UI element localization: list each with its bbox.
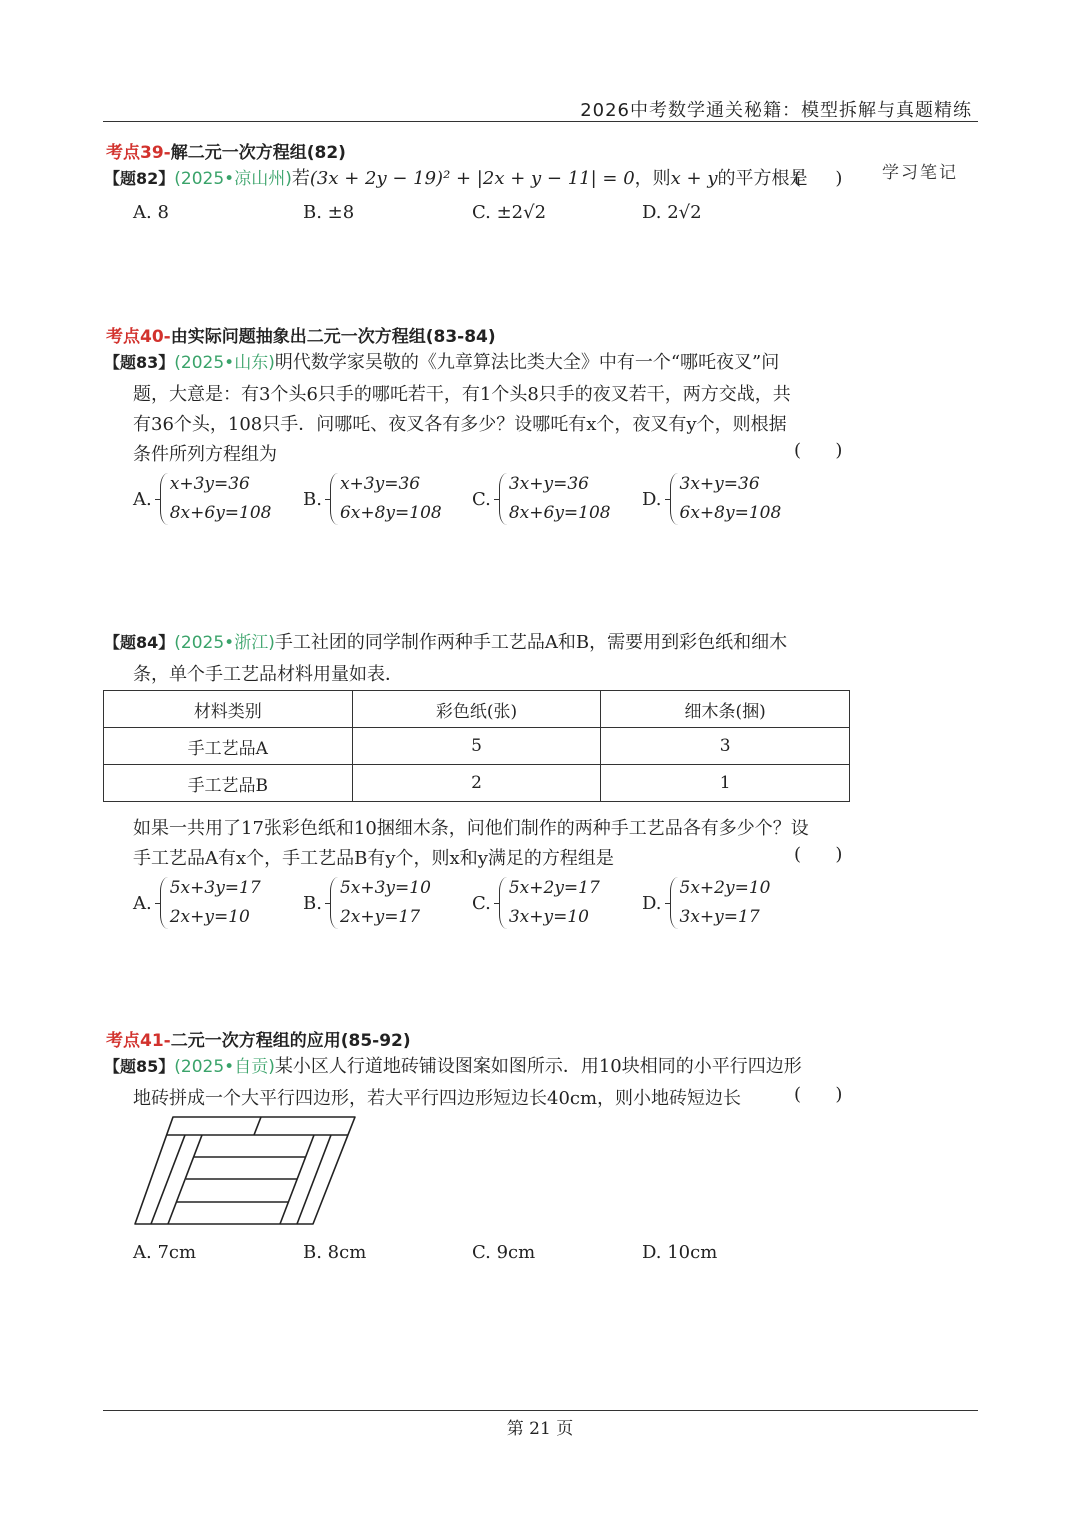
- equation-system: [158, 470, 272, 528]
- question-82-answer-paren: ( ): [794, 168, 843, 189]
- question-85-line-1: [104, 1052, 802, 1082]
- equation-1: 5x+2y=10: [679, 878, 771, 898]
- option-label: A.: [133, 488, 152, 510]
- equation-2: 8x+6y=108: [508, 503, 611, 523]
- equation-1: x+3y=36: [339, 474, 421, 494]
- question-84-text-1: 手工社团的同学制作两种手工艺品A和B，需要用到彩色纸和细木: [274, 632, 788, 653]
- table-cell: 2: [352, 765, 601, 802]
- question-83-option-a: [133, 470, 272, 528]
- section-40-tag: 考点40-: [106, 327, 171, 347]
- question-82-option-b: B. ±8: [303, 202, 355, 223]
- equation-system: [497, 874, 600, 932]
- option-label: D.: [642, 892, 662, 914]
- question-84-line-2: 条，单个手工艺品材料用量如表．: [133, 664, 403, 685]
- question-84-line-3: 如果一共用了17张彩色纸和10捆细木条，问他们制作的两种手工艺品各有多少个？设: [133, 818, 809, 839]
- question-84-tag: 【题84】: [104, 633, 175, 652]
- question-82-option-d: D. 2√2: [642, 202, 702, 223]
- option-label: B.: [303, 892, 322, 914]
- question-84-option-c: [472, 874, 600, 932]
- question-84-option-d: [642, 874, 770, 932]
- question-82-source: (2025•凉山州): [174, 169, 292, 189]
- equation-1: 5x+3y=10: [339, 878, 431, 898]
- question-83-line-4: 条件所列方程组为: [133, 444, 277, 465]
- question-85-line-2: 地砖拼成一个大平行四边形，若大平行四边形短边长40cm，则小地砖短边长: [133, 1088, 742, 1109]
- equation-1: 5x+3y=17: [169, 878, 261, 898]
- header-rule: [103, 121, 978, 122]
- materials-table: [103, 690, 850, 802]
- table-header-row: [104, 691, 850, 728]
- option-label: C.: [472, 892, 491, 914]
- table-cell: 手工艺品A: [104, 728, 353, 765]
- parallelogram-tile-figure: [128, 1112, 360, 1230]
- equation-system: [668, 470, 782, 528]
- table-header-cell: 彩色纸(张): [352, 691, 601, 728]
- question-82-text-a: 若: [291, 168, 310, 189]
- question-82-option-c: C. ±2√2: [472, 202, 547, 223]
- question-82-option-a: A. 8: [133, 202, 169, 223]
- header-title: 2026中考数学通关秘籍：模型拆解与真题精练: [580, 100, 972, 121]
- section-40-heading: [106, 322, 496, 347]
- question-83-option-b: [303, 470, 442, 528]
- equation-2: 3x+y=10: [508, 907, 589, 927]
- page-number: 第 21 页: [506, 1419, 574, 1439]
- section-41-title: 二元一次方程组的应用(85-92): [170, 1031, 411, 1051]
- question-84-source: (2025•浙江): [174, 633, 275, 653]
- tile-edge: [254, 1117, 261, 1135]
- question-84-line-1: [104, 628, 787, 658]
- equation-system: [497, 470, 611, 528]
- equation-2: 6x+8y=108: [679, 503, 782, 523]
- tile-edge: [151, 1135, 185, 1224]
- question-85-text-1: 某小区人行道地砖铺设图案如图所示．用10块相同的小平行四边形: [274, 1056, 802, 1077]
- question-82-expression: (3x + 2y − 19)² + |2x + y − 11| = 0: [309, 168, 635, 189]
- section-40-title: 由实际问题抽象出二元一次方程组(83-84): [170, 327, 496, 347]
- question-84-option-a: [133, 874, 261, 932]
- question-84-option-b: [303, 874, 431, 932]
- section-39-title: 解二元一次方程组(82): [170, 143, 346, 163]
- equation-system: [328, 874, 431, 932]
- side-note-label: 学习笔记: [882, 163, 958, 183]
- table-header-cell: 细木条(捆): [601, 691, 850, 728]
- outer-parallelogram: [135, 1117, 355, 1224]
- table-cell: 5: [352, 728, 601, 765]
- equation-2: 2x+y=10: [169, 907, 250, 927]
- question-82-text-c: 的平方根是: [717, 168, 808, 189]
- table-cell: 3: [601, 728, 850, 765]
- option-label: A.: [133, 892, 152, 914]
- footer-rule: [103, 1410, 978, 1411]
- option-label: D.: [642, 488, 662, 510]
- table-cell: 1: [601, 765, 850, 802]
- question-82-expression-2: x + y: [670, 168, 718, 189]
- question-85-tag: 【题85】: [104, 1057, 175, 1076]
- section-41-tag: 考点41-: [106, 1031, 171, 1051]
- section-39-tag: 考点39-: [106, 143, 171, 163]
- question-85-option-d: D. 10cm: [642, 1242, 718, 1263]
- question-83-answer-paren: ( ): [794, 440, 843, 461]
- option-label: B.: [303, 488, 322, 510]
- question-83-option-c: [472, 470, 611, 528]
- question-83-line-2: 题，大意是：有3个头6只手的哪吒若干，有1个头8只手的夜叉若干，两方交战，共: [133, 384, 791, 405]
- section-41-heading: [106, 1026, 411, 1051]
- question-82-tag: 【题82】: [104, 169, 175, 188]
- equation-1: 5x+2y=17: [508, 878, 600, 898]
- question-85-option-c: C. 9cm: [472, 1242, 536, 1263]
- equation-system: [158, 874, 261, 932]
- question-82-stem: [104, 164, 808, 194]
- equation-system: [668, 874, 771, 932]
- question-83-text-1: 明代数学家吴敬的《九章算法比类大全》中有一个“哪吒夜叉”问: [274, 352, 780, 373]
- question-84-line-4: 手工艺品A有x个，手工艺品B有y个，则x和y满足的方程组是: [133, 848, 614, 869]
- question-82-text-b: ，则: [634, 168, 671, 189]
- equation-2: 8x+6y=108: [169, 503, 272, 523]
- equation-system: [328, 470, 442, 528]
- question-83-line-3: 有36个头，108只手．问哪吒、夜叉各有多少？设哪吒有x个，夜叉有y个，则根据: [133, 414, 787, 435]
- tile-edge: [297, 1135, 331, 1224]
- equation-1: 3x+y=36: [508, 474, 589, 494]
- question-85-answer-paren: ( ): [794, 1084, 843, 1105]
- question-85-source: (2025•自贡): [174, 1057, 275, 1077]
- table-header-cell: 材料类别: [104, 691, 353, 728]
- equation-2: 2x+y=17: [339, 907, 421, 927]
- option-label: C.: [472, 488, 491, 510]
- equation-1: x+3y=36: [169, 474, 250, 494]
- table-cell: 手工艺品B: [104, 765, 353, 802]
- equation-1: 3x+y=36: [679, 474, 760, 494]
- section-39-heading: [106, 138, 346, 163]
- question-85-option-a: A. 7cm: [133, 1242, 197, 1263]
- question-83-line-1: [104, 348, 779, 378]
- question-85-option-b: B. 8cm: [303, 1242, 367, 1263]
- table-row: [104, 728, 850, 765]
- question-83-tag: 【题83】: [104, 353, 175, 372]
- equation-2: 3x+y=17: [679, 907, 760, 927]
- equation-2: 6x+8y=108: [339, 503, 442, 523]
- table-row: [104, 765, 850, 802]
- question-83-option-d: [642, 470, 781, 528]
- question-83-source: (2025•山东): [174, 353, 275, 373]
- question-84-answer-paren: ( ): [794, 844, 843, 865]
